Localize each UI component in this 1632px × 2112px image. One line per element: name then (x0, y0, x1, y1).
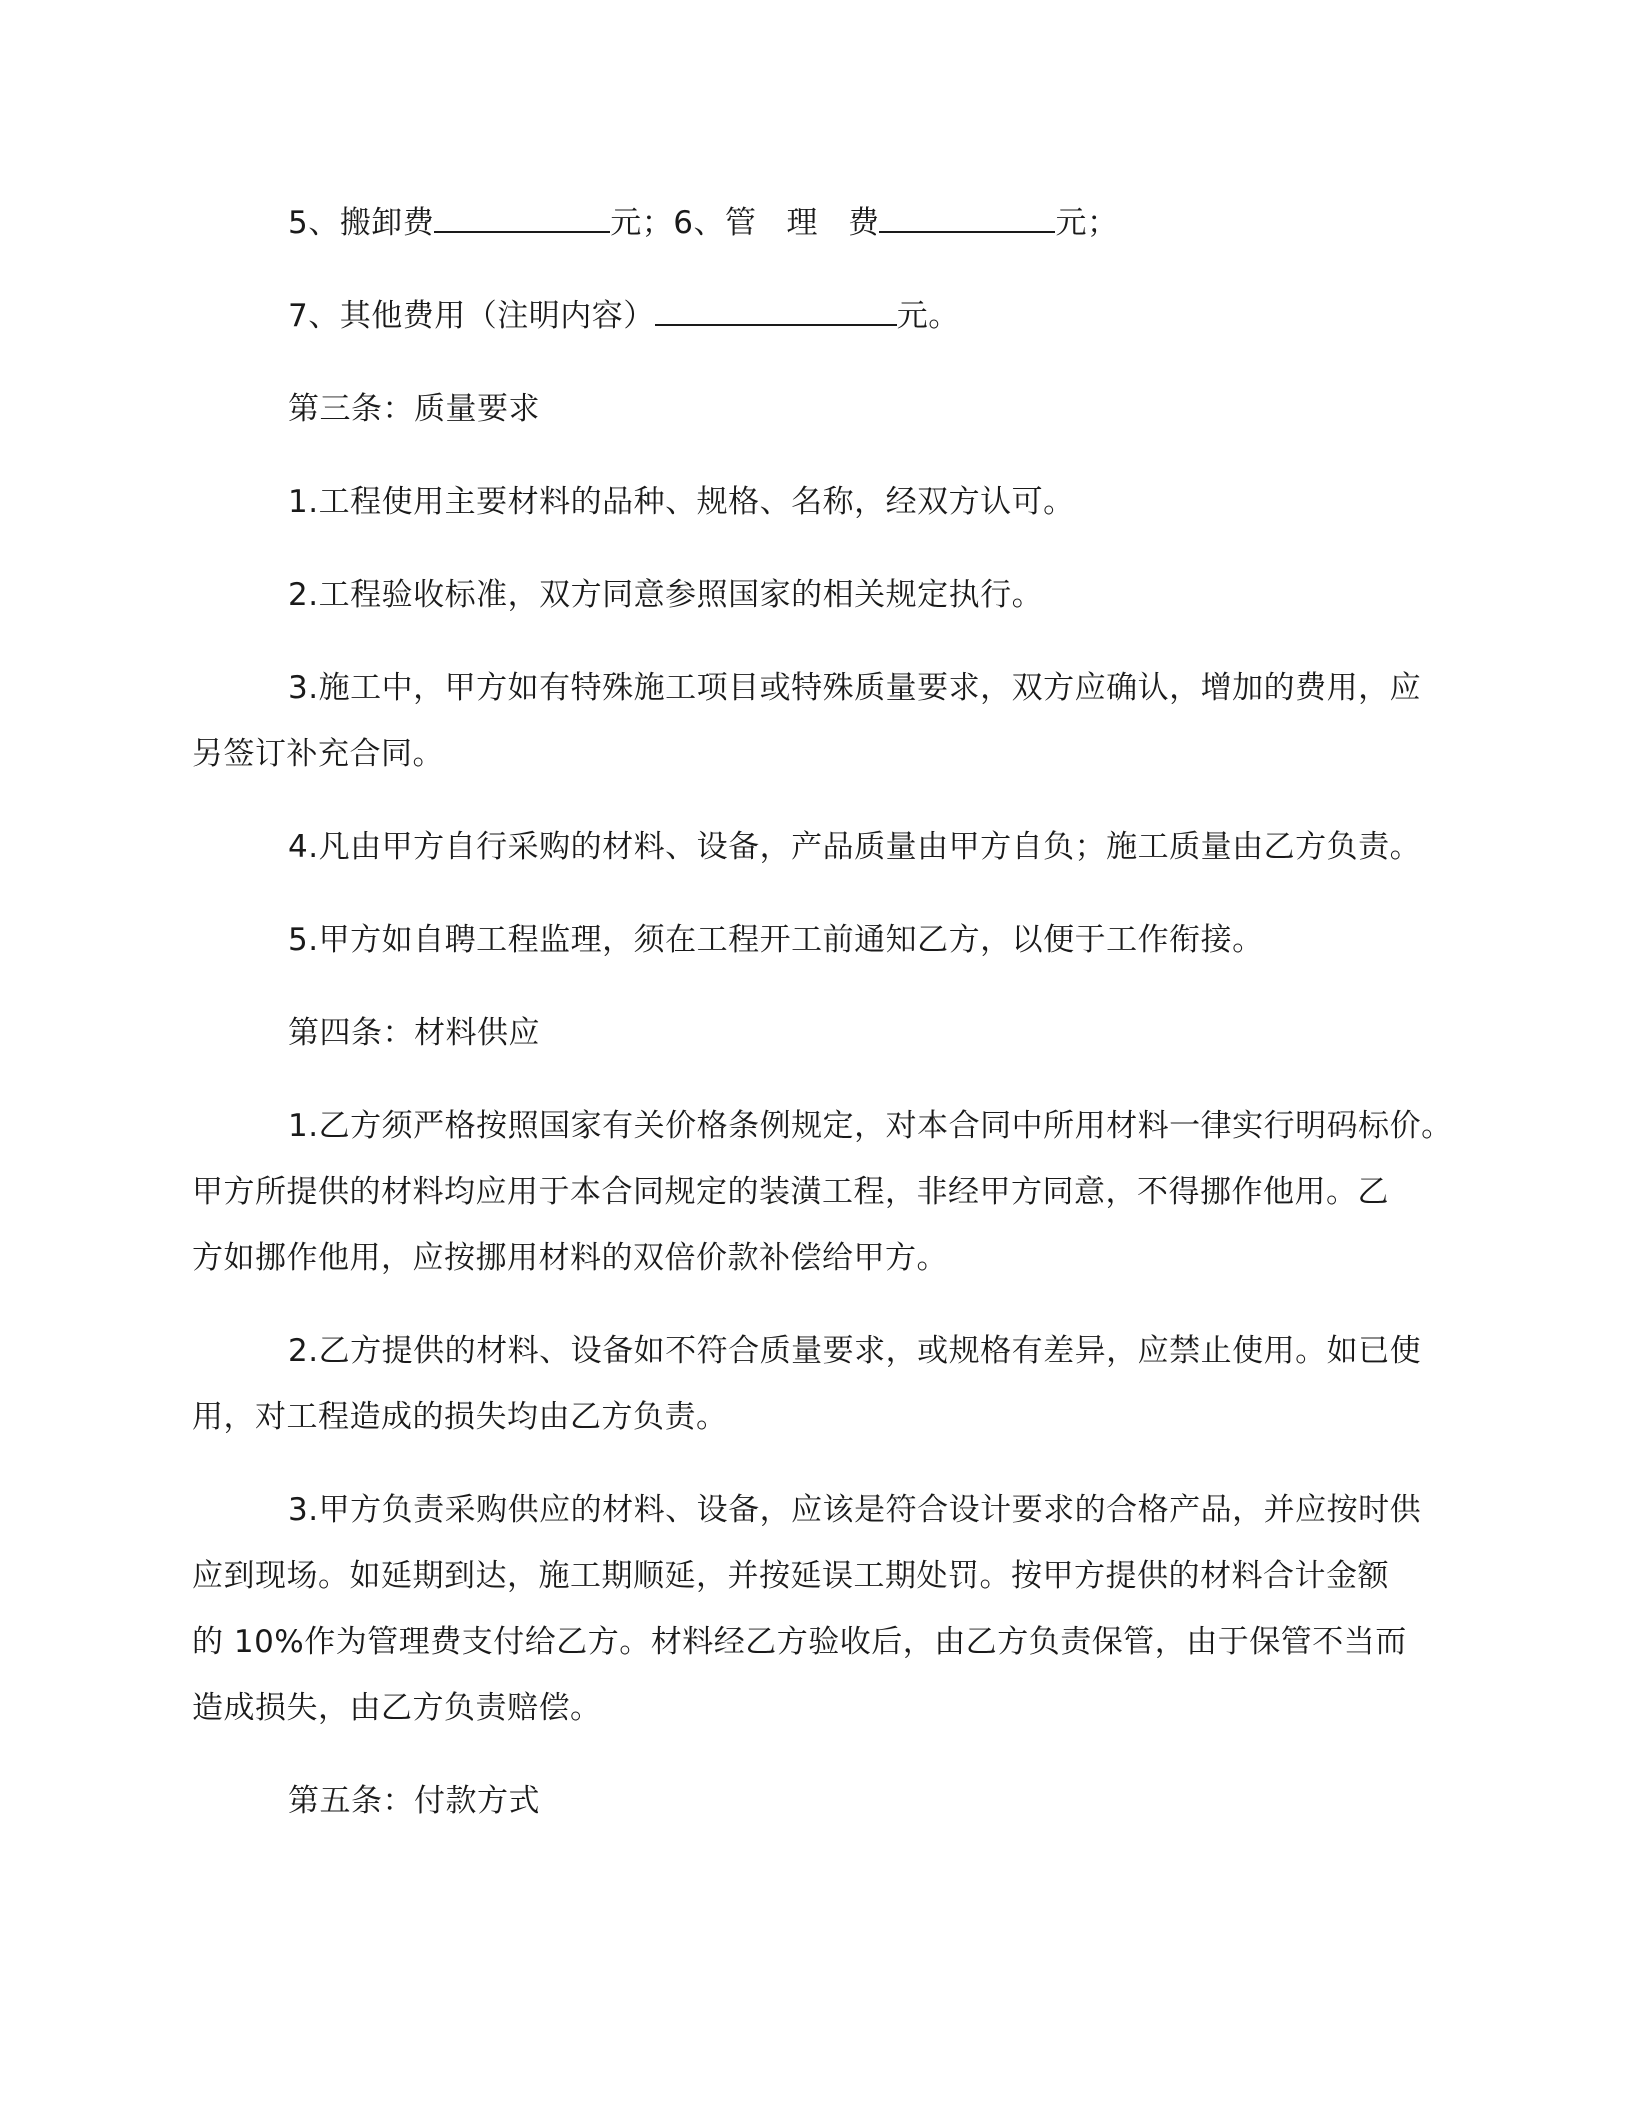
materials-item-1-line-2: 甲方所提供的材料均应用于本合同规定的装潢工程，非经甲方同意，不得挪作他用。乙 (192, 1174, 1389, 1210)
other-fee-blank (655, 298, 897, 326)
section-title-materials: 第四条：材料供应 (288, 1015, 540, 1051)
section-title-quality: 第三条：质量要求 (288, 391, 540, 427)
section-title-payment: 第五条：付款方式 (288, 1783, 540, 1819)
quality-item-5: 5.甲方如自聘工程监理，须在工程开工前通知乙方，以便于工作衔接。 (288, 922, 1264, 958)
quality-item-3-line-2: 另签订补充合同。 (192, 736, 444, 772)
quality-item-4: 4.凡由甲方自行采购的材料、设备，产品质量由甲方自负；施工质量由乙方负责。 (288, 829, 1422, 865)
materials-item-3-line-1: 3.甲方负责采购供应的材料、设备，应该是符合设计要求的合格产品，并应按时供 (288, 1492, 1422, 1528)
document-body (192, 190, 1452, 1861)
materials-item-2 (192, 1318, 1452, 1450)
materials-item-1-line-3: 方如挪作他用，应按挪用材料的双倍价款补偿给甲方。 (192, 1240, 948, 1276)
management-fee-blank (879, 205, 1055, 233)
quality-item-2: 2.工程验收标准，双方同意参照国家的相关规定执行。 (288, 577, 1044, 613)
other-fee-label: 7、其他费用（注明内容） (288, 298, 655, 334)
materials-item-3-line-4: 造成损失，由乙方负责赔偿。 (192, 1690, 602, 1726)
handling-fee-blank (434, 205, 610, 233)
management-fee-label-end: 费 (847, 205, 880, 241)
fee-line-handling-management (192, 190, 1452, 256)
materials-item-3-line-2: 应到现场。如延期到达，施工期顺延，并按延误工期处罚。按甲方提供的材料合计金额 (192, 1558, 1389, 1594)
management-fee-unit: 元； (1055, 205, 1119, 241)
handling-fee-label: 5、搬卸费 (288, 205, 435, 241)
materials-item-2-line-2: 用，对工程造成的损失均由乙方负责。 (192, 1399, 728, 1435)
materials-item-3 (192, 1477, 1452, 1741)
other-fee-unit: 元。 (896, 298, 960, 334)
materials-item-3-line-3: 的 10%作为管理费支付给乙方。材料经乙方验收后，由乙方负责保管，由于保管不当而 (192, 1624, 1407, 1660)
fee-line-other (192, 283, 1452, 349)
materials-item-2-line-1: 2.乙方提供的材料、设备如不符合质量要求，或规格有差异，应禁止使用。如已使 (288, 1333, 1422, 1369)
quality-item-3 (192, 655, 1452, 787)
quality-item-3-line-1: 3.施工中，甲方如有特殊施工项目或特殊质量要求，双方应确认，增加的费用，应 (288, 670, 1422, 706)
handling-fee-unit: 元； (610, 205, 674, 241)
materials-item-1-line-1: 1.乙方须严格按照国家有关价格条例规定，对本合同中所用材料一律实行明码标价。 (288, 1108, 1453, 1144)
management-fee-label-mid: 理 (786, 205, 818, 241)
quality-item-1: 1.工程使用主要材料的品种、规格、名称，经双方认可。 (288, 484, 1075, 520)
materials-item-1 (192, 1093, 1452, 1291)
management-fee-label-prefix: 6、管 (673, 205, 757, 241)
